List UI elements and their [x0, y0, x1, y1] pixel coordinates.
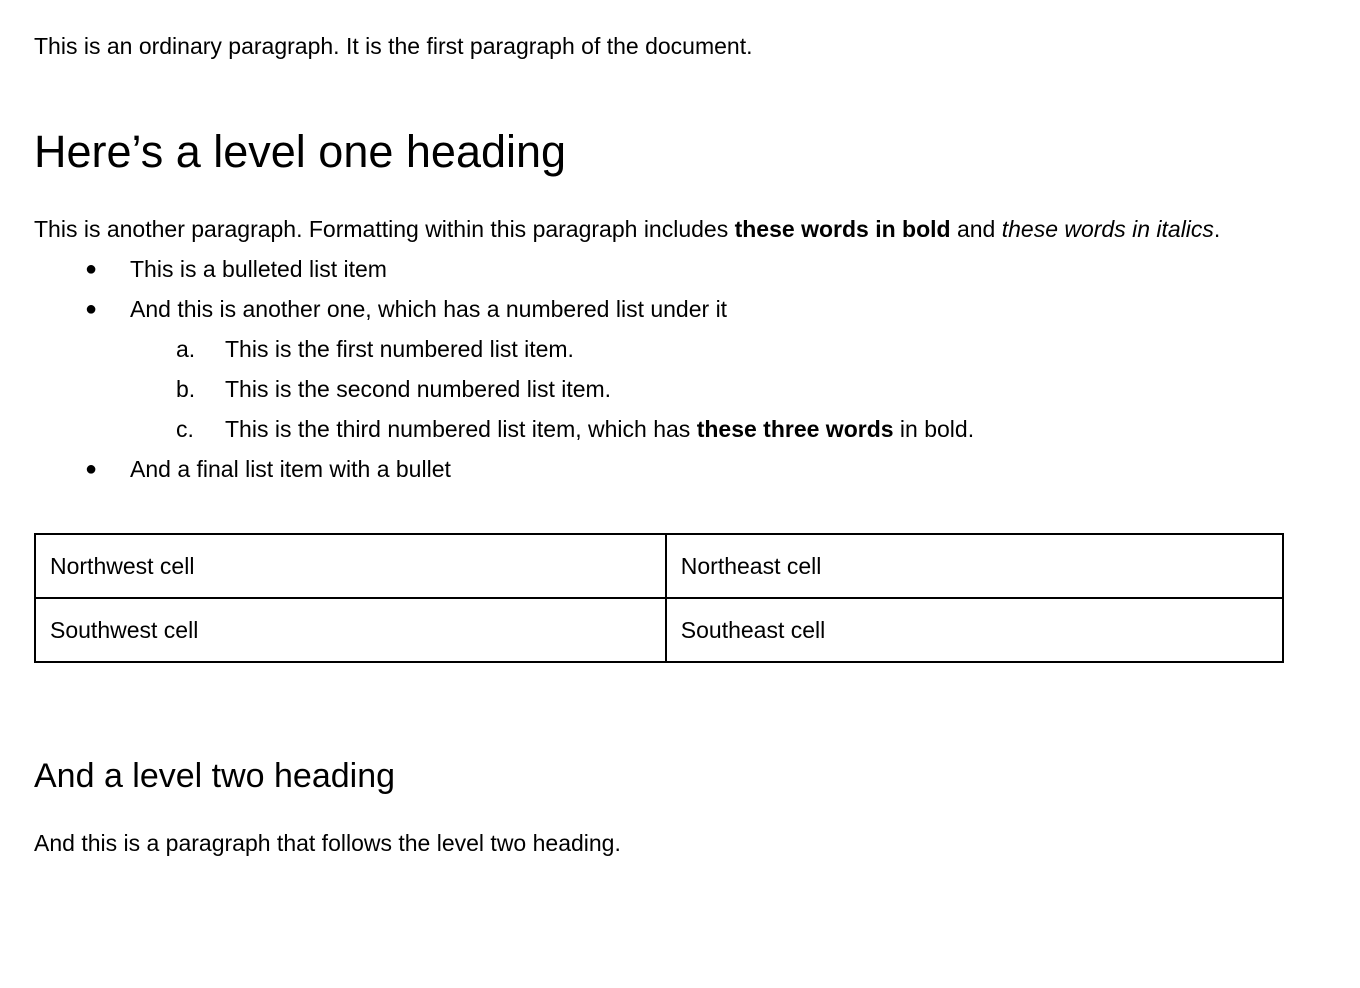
letter-marker: a.: [176, 336, 196, 362]
bullet-marker-icon: ●: [85, 458, 98, 480]
closing-paragraph: And this is a paragraph that follows the level two heading.: [34, 830, 621, 856]
numbered-list-item: [34, 369, 1284, 409]
numbered-list-item: [34, 329, 1284, 369]
letter-marker: c.: [176, 416, 194, 442]
data-table: [34, 533, 1284, 663]
formatted-paragraph-normal-end: .: [1213, 216, 1221, 242]
list-item-text-start: This is the third numbered list item, which has: [225, 416, 697, 442]
heading-level-2: And a level two heading: [34, 757, 396, 795]
bulleted-list: [34, 249, 1284, 489]
list-item-text-end: in bold.: [893, 416, 975, 442]
list-item: [34, 249, 1284, 289]
formatted-paragraph-normal-start: This is another paragraph. Formatting within this paragraph includes: [34, 216, 735, 242]
list-item-text: This is the second numbered list item.: [225, 376, 612, 402]
formatted-paragraph-normal-middle: and: [950, 216, 1002, 242]
table-cell-northwest: Northwest cell: [35, 534, 666, 598]
table-row: [35, 534, 1283, 598]
list-item-text: And this is another one, which has a numbered list under it: [130, 296, 728, 322]
heading-level-1: Here’s a level one heading: [34, 126, 567, 177]
list-item-text: This is the first numbered list item.: [225, 336, 574, 362]
bullet-marker-icon: ●: [85, 298, 98, 320]
table-cell-southeast: Southeast cell: [666, 598, 1283, 662]
list-item-text: And a final list item with a bullet: [130, 456, 451, 482]
formatted-paragraph-italic-text: these words in italics: [1001, 216, 1214, 242]
formatted-paragraph-bold-text: these words in bold: [734, 216, 951, 242]
letter-marker: b.: [176, 376, 196, 402]
list-item-bold-text: these three words: [696, 416, 894, 442]
data-table-body: [35, 534, 1283, 662]
list-item: [34, 289, 1284, 329]
bullet-marker-icon: ●: [85, 258, 98, 280]
table-row: [35, 598, 1283, 662]
list-item-text: This is a bulleted list item: [130, 256, 387, 282]
list-item-text: [225, 416, 974, 442]
numbered-list-item: [34, 409, 1284, 449]
table-cell-northeast: Northeast cell: [666, 534, 1283, 598]
intro-paragraph: This is an ordinary paragraph. It is the first paragraph of the document.: [34, 33, 753, 59]
list-item: [34, 449, 1284, 489]
table-cell-southwest: Southwest cell: [35, 598, 666, 662]
formatted-paragraph: [34, 209, 1284, 249]
